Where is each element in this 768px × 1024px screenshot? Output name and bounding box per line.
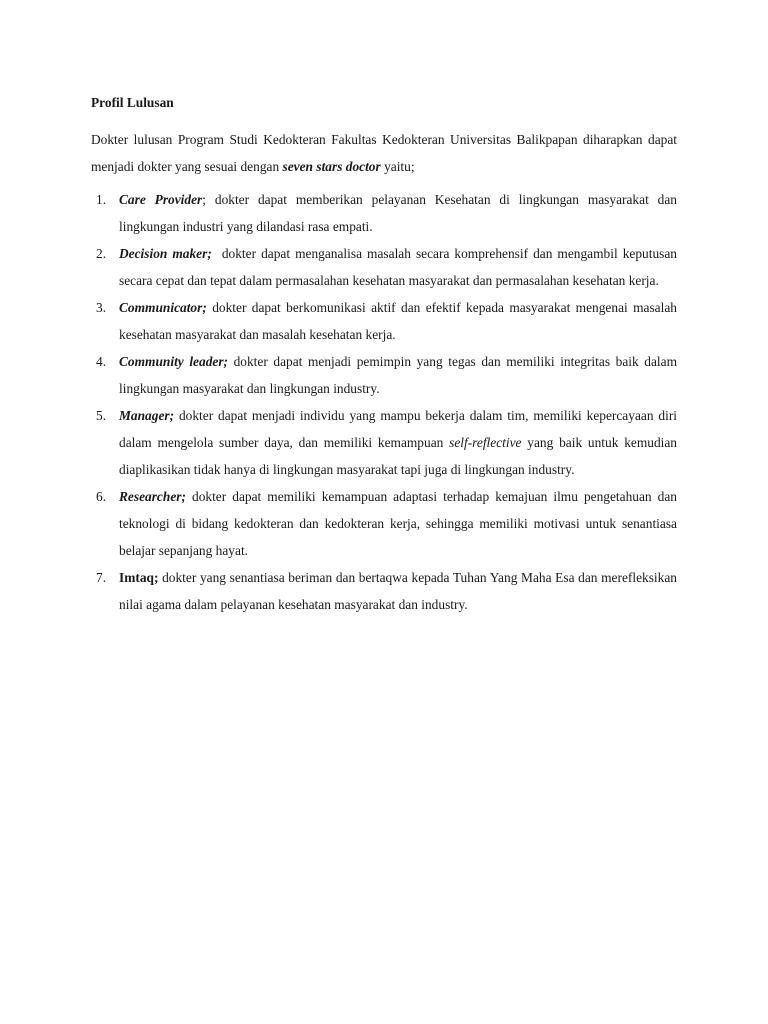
list-text: dokter dapat menganalisa masalah secara komprehensif dan mengambil keputusan secara cepat dan tepat dalam permasalahan kesehatan masyarakat dan permasalahan kesehatan kerja. (119, 246, 681, 288)
list-term: Manager; (119, 408, 175, 423)
list-text-before: dokter dapat menjadi individu yang mampu bekerja dalam tim, memiliki kepercayaan diri dalam mengelola sumber daya, dan memiliki kemampuan (119, 408, 677, 450)
list-item (91, 348, 677, 402)
intro-paragraph (91, 126, 677, 180)
list-term: Researcher; (119, 489, 186, 504)
list-text: dokter dapat menjadi pemimpin yang tegas dan memiliki integritas baik dalam lingkungan masyarakat dan lingkungan industry. (119, 354, 677, 396)
competency-list (91, 186, 681, 618)
list-text: dokter dapat memberikan pelayanan Kesehatan di lingkungan masyarakat dan lingkungan industri yang dilandasi rasa empati. (119, 192, 678, 234)
list-number: 4. (96, 354, 107, 369)
list-term: Care Provider (119, 192, 203, 207)
list-term: Decision maker; (119, 246, 212, 261)
list-number: 1. (96, 192, 107, 207)
list-item (91, 294, 677, 348)
document-page (91, 89, 681, 618)
list-text-after: yang baik untuk kemudian diaplikasikan tidak hanya di lingkungan masyarakat tapi juga di lingkungan industry. (119, 435, 678, 477)
list-text: dokter dapat memiliki kemampuan adaptasi terhadap kemajuan ilmu pengetahuan dan teknologi di bidang kedokteran dan kedokteran kerja, sehingga memiliki motivasi untuk senantiasa belajar sepanjang hayat. (119, 489, 677, 558)
document-title: Profil Lulusan (91, 95, 174, 110)
list-number: 5. (96, 408, 107, 423)
list-item (91, 240, 681, 294)
list-number: 2. (96, 246, 107, 261)
list-number: 3. (96, 300, 107, 315)
list-number: 7. (96, 570, 107, 585)
intro-text-before: Dokter lulusan Program Studi Kedokteran Fakultas Kedokteran Universitas Balikpapan diharapkan dapat menjadi dokter yang sesuai dengan (91, 132, 677, 174)
intro-text-after: yaitu; (380, 159, 415, 174)
list-item (91, 402, 677, 483)
intro-emphasis: seven stars doctor (282, 159, 381, 174)
list-text: dokter yang senantiasa beriman dan bertaqwa kepada Tuhan Yang Maha Esa dan merefleksikan nilai agama dalam pelayanan kesehatan masyarakat dan industry. (119, 570, 677, 612)
list-term-suffix: ; (202, 192, 206, 207)
list-item (91, 483, 677, 564)
list-term: Community leader; (119, 354, 228, 369)
list-item (91, 186, 677, 240)
list-text-italic: self-reflective (449, 435, 522, 450)
list-number: 6. (96, 489, 107, 504)
list-term: Communicator; (119, 300, 207, 315)
list-term: Imtaq; (119, 570, 159, 585)
list-item (91, 564, 677, 618)
list-text: dokter dapat berkomunikasi aktif dan efektif kepada masyarakat mengenai masalah kesehatan masyarakat dan masalah kesehatan kerja. (119, 300, 677, 342)
